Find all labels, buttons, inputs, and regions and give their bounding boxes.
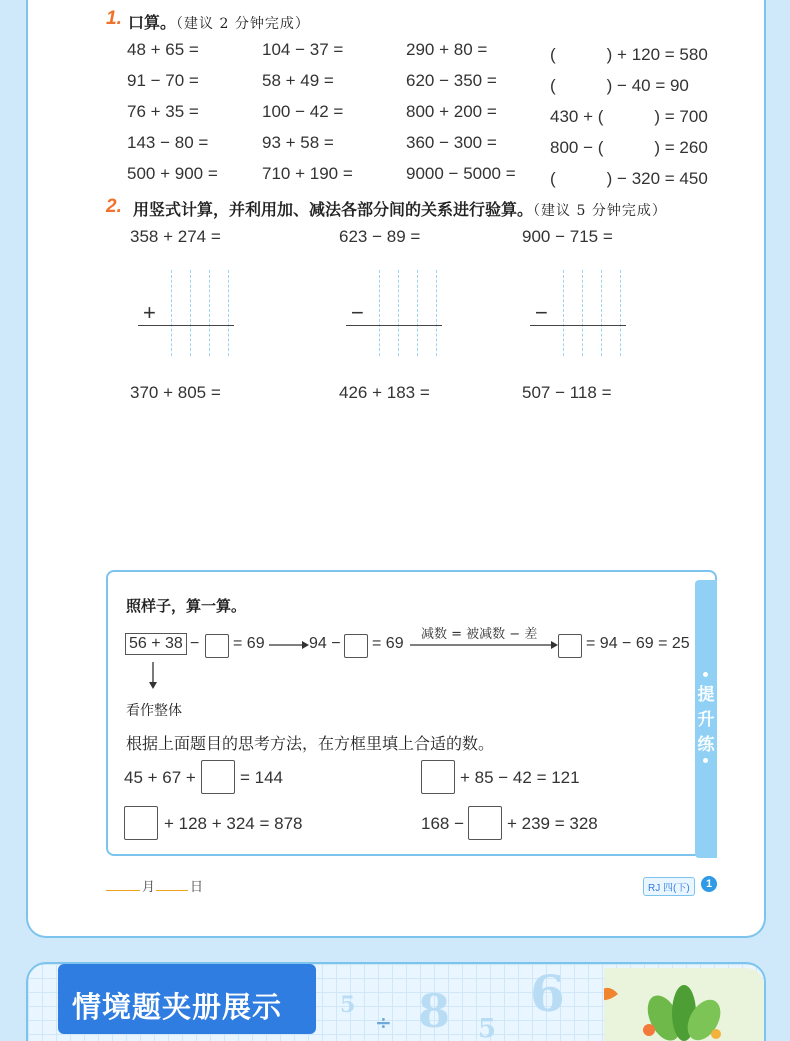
q1-expr: 800 + 200 = xyxy=(406,102,497,121)
plant-illustration xyxy=(604,968,764,1041)
q1-fill-blank[interactable]: 800 − ( ) = 260 xyxy=(550,138,708,157)
month-blank[interactable] xyxy=(106,890,140,891)
q2-expr: 507 − 118 = xyxy=(522,383,612,402)
problem-right: + 85 − 42 = 121 xyxy=(460,768,580,787)
practice-title: 照样子，算一算。 xyxy=(126,597,247,615)
divide-icon: ÷ xyxy=(375,1010,392,1034)
q1-title: 口算。（建议 2 分钟完成） xyxy=(128,13,310,32)
q1-fill-blank[interactable]: ( ) + 120 = 580 xyxy=(550,45,708,64)
answer-box[interactable] xyxy=(124,806,158,840)
arrow-down-icon xyxy=(146,662,160,690)
banner-title: 情境题夹册展示 xyxy=(72,990,283,1024)
day-label: 日 xyxy=(190,879,204,894)
example-result: = 94 − 69 = 25 xyxy=(586,635,690,652)
q1-expr: 76 + 35 = xyxy=(127,102,199,121)
q1-fill-blank[interactable]: ( ) − 320 = 450 xyxy=(550,169,708,188)
q1-expr: 143 − 80 = xyxy=(127,133,209,152)
q2-number: 2. xyxy=(106,196,122,217)
q1-expr: 290 + 80 = xyxy=(406,40,488,59)
decor-five-icon: 5 xyxy=(340,992,356,1018)
q1-expr: 104 − 37 = xyxy=(262,40,344,59)
plus-sign: + xyxy=(143,300,156,325)
decor-eight-icon: 8 xyxy=(418,984,451,1038)
decor-five-icon: 5 xyxy=(478,1014,497,1041)
tab-dot xyxy=(703,758,708,763)
problem-right: = 144 xyxy=(240,768,284,787)
problem-right: + 128 + 324 = 878 xyxy=(164,814,303,833)
answer-box[interactable] xyxy=(421,760,455,794)
q2-expr: 900 − 715 = xyxy=(522,227,613,246)
example-eq: = 69 xyxy=(372,635,404,652)
tab-dot xyxy=(703,672,708,677)
q2-expr: 623 − 89 = xyxy=(339,227,421,246)
rule-label: 减数 = 被减数 − 差 xyxy=(421,627,538,642)
q1-expr: 9000 − 5000 = xyxy=(406,164,516,183)
day-blank[interactable] xyxy=(156,890,188,891)
q1-expr: 500 + 900 = xyxy=(127,164,218,183)
q1-expr: 91 − 70 = xyxy=(127,71,199,90)
q1-expr: 360 − 300 = xyxy=(406,133,497,152)
q1-fill-blank[interactable]: 430 + ( ) = 700 xyxy=(550,107,708,126)
minus-sign: − xyxy=(190,635,200,652)
answer-box[interactable] xyxy=(201,760,235,794)
example-box xyxy=(344,634,368,658)
q2-title: 用竖式计算，并利用加、减法各部分间的关系进行验算。（建议 5 分钟完成） xyxy=(133,200,667,219)
arrow-right-icon xyxy=(269,638,309,652)
q1-expr: 710 + 190 = xyxy=(262,164,353,183)
example-box xyxy=(205,634,229,658)
minus-sign: − xyxy=(351,300,364,325)
q1-expr: 100 − 42 = xyxy=(262,102,344,121)
tab-char: 练 xyxy=(697,735,715,755)
answer-box[interactable] xyxy=(468,806,502,840)
q1-expr: 58 + 49 = xyxy=(262,71,334,90)
page-number: 1 xyxy=(701,876,717,892)
problem-left: 168 − xyxy=(421,814,465,833)
note-text: 看作整体 xyxy=(126,703,182,719)
month-label: 月 xyxy=(142,879,156,894)
arrow-right-icon xyxy=(410,638,558,652)
problem-right: + 239 = 328 xyxy=(507,814,598,833)
grade-badge: RJ 四(下) xyxy=(643,877,695,896)
q2-expr: 370 + 805 = xyxy=(130,383,221,402)
q1-number: 1. xyxy=(106,8,122,29)
q1-expr: 620 − 350 = xyxy=(406,71,497,90)
q2-expr: 358 + 274 = xyxy=(130,227,221,246)
tab-char: 提 xyxy=(697,685,715,705)
decor-six-icon: 6 xyxy=(530,964,565,1023)
minus-sign: − xyxy=(535,300,548,325)
instruction-text: 根据上面题目的思考方法，在方框里填上合适的数。 xyxy=(126,734,495,753)
q1-expr: 48 + 65 = xyxy=(127,40,199,59)
boxed-expression: 56 + 38 xyxy=(125,633,187,655)
example-box xyxy=(558,634,582,658)
example-eq: = 69 xyxy=(233,635,265,652)
example-mid: 94 − xyxy=(309,635,341,652)
q1-expr: 93 + 58 = xyxy=(262,133,334,152)
tab-char: 升 xyxy=(697,710,715,730)
problem-left: 45 + 67 + xyxy=(124,768,196,787)
q1-fill-blank[interactable]: ( ) − 40 = 90 xyxy=(550,76,689,95)
q2-expr: 426 + 183 = xyxy=(339,383,430,402)
